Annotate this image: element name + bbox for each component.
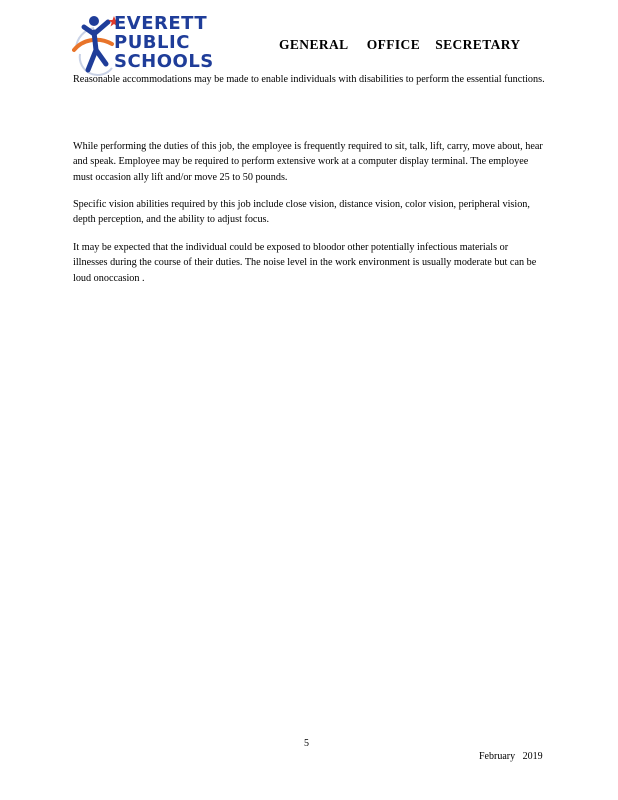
paragraph-physical-demands: While performing the duties of this job, the employee is frequently required to sit, talk, lift, carry, move about, hear and speak. Employee may be required to perform extensive work at a computer display terminal. The employee must occasion ally lift and/or move 25 to 50 pounds. [73, 141, 543, 183]
logo-line-1: EVERETT [114, 13, 208, 34]
document-title: GENERAL OFFICE SECRETARY [279, 37, 521, 52]
footer-date: February 2019 [479, 751, 543, 762]
logo-line-2: PUBLIC [114, 32, 190, 53]
page-number: 5 [304, 738, 309, 749]
paragraph-accommodations: Reasonable accommodations may be made to enable individuals with disabilities to perform the essential functions. [73, 74, 545, 85]
paragraph-vision-abilities: Specific vision abilities required by this job include close vision, distance vision, color vision, peripheral vision, depth perception, and the ability to adjust focus. [73, 199, 530, 226]
everett-public-schools-logo [72, 14, 244, 78]
logo-wordmark [114, 14, 244, 71]
logo-line-3: SCHOOLS [114, 51, 214, 72]
paragraph-work-environment: It may be expected that the individual could be exposed to bloodor other potentially infectious materials or illnesses during the course of their duties. The noise level in the work environment is usually moderate but can be loud onoccasion . [73, 242, 537, 284]
logo-figure-icon [72, 14, 120, 78]
